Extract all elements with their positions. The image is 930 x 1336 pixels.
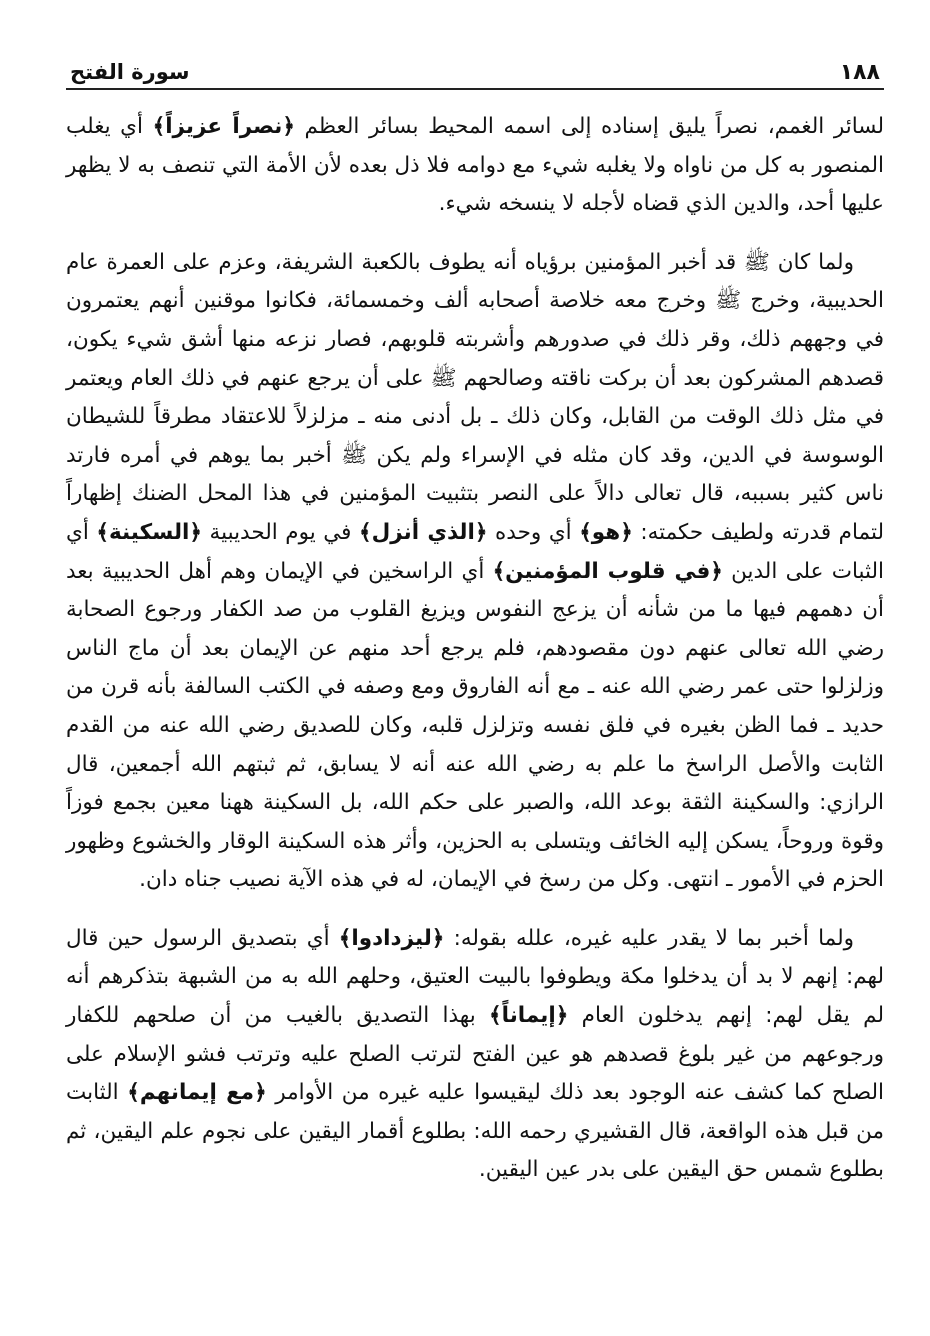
- quran-quote: ﴿إيماناً﴾: [489, 1003, 569, 1029]
- quran-quote: ﴿الذي أنزل﴾: [359, 519, 488, 545]
- running-title: سورة الفتح: [70, 60, 190, 84]
- paragraph: [66, 244, 884, 900]
- page-number: ١٨٨: [839, 60, 880, 85]
- page-body: [66, 108, 884, 1190]
- page-header: [66, 54, 884, 90]
- quran-quote: ﴿نصراً عزيزاً﴾: [152, 114, 295, 139]
- text-segment: ولما كان ﷺ قد أخبر المؤمنين برؤياه أنه يطوف بالكعبة الشريفة، وعزم على العمرة عام الحديبية، وخرج ﷺ وخرج معه خلاصة أصحابه ألف وخمسمائة، فكانوا موقنين أنهم يعتمرون في وجههم ذلك، وقر ذلك في صدورهم وأشربته قلوبهم، فصار نزعه منها أشق شيء يكون، قصدهم المشركون بعد أن بركت ناقته وصالحهم ﷺ على أن يرجع عنهم في ذلك العام ويعتمر في مثل ذلك الوقت من القابل، وكان ذلك ـ بل أدنى منه ـ مزلزلاً للاعتقاد مطرقاً للشيطان الوسوسة في الدين، وقد كان مثله في الإسراء ولم يكن ﷺ أخبر بما يوهم في أمره فارتد ناس كثير بسببه، قال تعالى دالاً على النصر بتثبيت المؤمنين في هذا المحل الضنك إظهاراً لتمام قدرته ولطيف حكمته:: [66, 249, 884, 545]
- text-segment: أي الثبات على الدين: [66, 519, 884, 584]
- text-segment: أي الراسخين في الإيمان وهم أهل الحديبية بعد أن دهمهم فيها ما من شأنه أن يزعج النفوس ويزيغ القلوب من صد الكفار ورجوع الصحابة رضي الله تعالى عنهم دون مقصودهم، فلم يرجع أحد منهم عن الإيمان بعد أن ماج الناس وزلزلوا حتى عمر رضي الله عنه ـ مع أنه الفاروق ومع وصفه في الكتب السالفة بأنه قرن من حديد ـ فما الظن بغيره في فلق نفسه وتزلزل قلبه، وكان للصديق رضي الله عنه من القدم الثابت والأصل الراسخ ما علم به رضي الله عنه أنه لا يسابق، ثم ثبتهم الله أجمعين، قال الرازي: والسكينة الثقة بوعد الله، والصبر على حكم الله، بل السكينة ههنا معين بجمع فوزاً وقوة وروحاً، يسكن إليه الخائف ويتسلى به الحزين، وأثر هذه السكينة الوقار والخشوع وظهور الحزم في الأمور ـ انتهى. وكل من رسخ في الإيمان، له في هذه الآية نصيب جناه دان.: [66, 558, 884, 893]
- quran-quote: ﴿في قلوب المؤمنين﴾: [492, 558, 723, 584]
- text-segment: بهذا التصديق بالغيب من أن صلحهم للكفار ورجوعهم من غير بلوغ قصدهم هو عين الفتح لترتب الصلح عليه وترتب فشو الإسلام على الصلح كما كشف عنه الوجود بعد ذلك ليقيسوا عليه غيره من الأوامر: [66, 1003, 884, 1106]
- quran-quote: ﴿ليزدادوا﴾: [338, 925, 445, 951]
- text-segment: لسائر الغمم، نصراً يليق إسناده إلى اسمه المحيط بسائر العظم: [294, 114, 884, 139]
- quran-quote: ﴿مع إيمانهم﴾: [127, 1080, 267, 1106]
- text-segment: في يوم الحديبية: [202, 519, 360, 545]
- text-segment: أي يغلب المنصور به كل من ناواه ولا يغلبه شيء مع دوامه فلا ذل بعده لأن الأمة التي تنصف به لا يظهر عليها أحد، والدين الذي قضاه لأجله لا ينسخه شيء.: [66, 114, 884, 217]
- text-segment: أي وحده: [487, 519, 580, 545]
- paragraph: [66, 108, 884, 224]
- text-segment: الثابت من قبل هذه الواقعة، قال القشيري رحمه الله: بطلوع أقمار اليقين على نجوم علم اليقين، ثم بطلوع شمس حق اليقين على بدر عين اليقين.: [66, 1080, 884, 1183]
- quran-quote: ﴿هو﴾: [579, 519, 633, 545]
- header-divider: [66, 88, 884, 90]
- paragraph: [66, 920, 884, 1190]
- quran-quote: ﴿السكينة﴾: [96, 519, 202, 545]
- text-segment: ولما أخبر بما لا يقدر عليه غيره، علله بقوله:: [444, 925, 855, 951]
- text-segment: أي بتصديق الرسول حين قال لهم: إنهم لا بد أن يدخلوا مكة ويطوفوا بالبيت العتيق، وحلهم الله به من الشبهة بتذكرهم أنه لم يقل لهم: إنهم يدخلون العام: [66, 925, 885, 1029]
